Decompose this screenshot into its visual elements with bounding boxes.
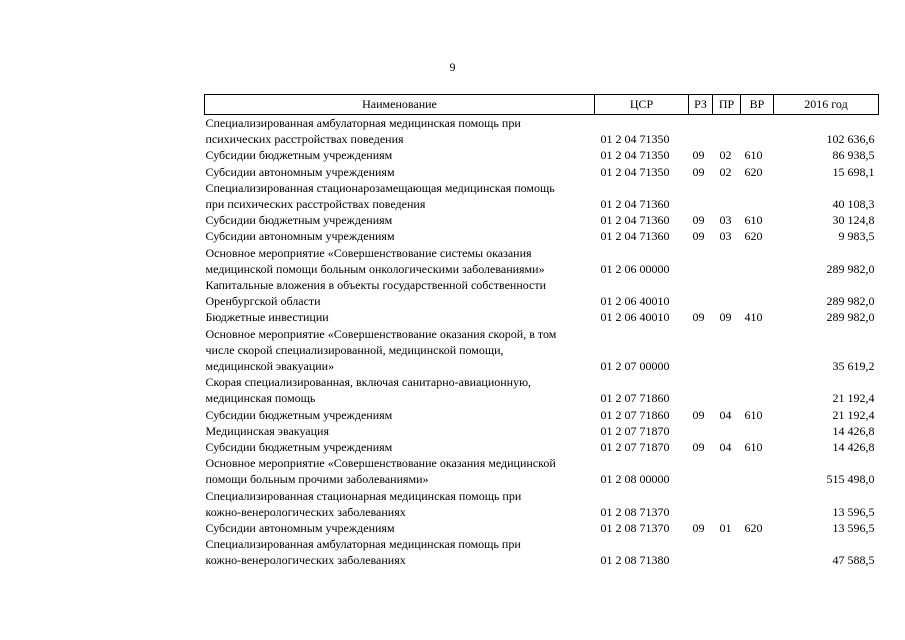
table-row	[205, 439, 879, 455]
row-rz	[689, 455, 713, 487]
row-rz: 09	[692, 521, 705, 536]
table-row	[205, 536, 879, 568]
row-csr: 01 2 06 40010	[600, 310, 670, 325]
table-body	[205, 115, 879, 569]
row-name: Специализированная амбулаторная медицинская помощь при кожно-венерологических заболеваниях	[205, 537, 521, 568]
row-csr: 01 2 07 00000	[600, 359, 670, 374]
row-name: Субсидии бюджетным учреждениям	[205, 213, 393, 228]
row-csr: 01 2 07 71870	[600, 423, 670, 438]
row-name: Специализированная амбулаторная медицинская помощь при психических расстройствах поведения	[205, 116, 521, 147]
row-rz	[689, 326, 713, 375]
row-amount: 21 192,4	[832, 391, 875, 406]
row-vr	[741, 245, 774, 277]
row-amount: 515 498,0	[826, 472, 875, 487]
row-amount: 15 698,1	[832, 164, 875, 179]
row-amount: 102 636,6	[826, 132, 875, 147]
table-row	[205, 277, 879, 309]
row-amount: 14 426,8	[832, 423, 875, 438]
row-vr	[741, 115, 774, 148]
row-amount: 30 124,8	[832, 213, 875, 228]
table-row	[205, 147, 879, 163]
row-amount: 40 108,3	[832, 197, 875, 212]
row-vr	[741, 180, 774, 212]
row-vr	[741, 374, 774, 406]
row-rz: 09	[692, 310, 705, 325]
row-rz	[689, 245, 713, 277]
row-name: Субсидии автономным учреждениям	[205, 229, 395, 244]
row-amount: 86 938,5	[832, 148, 875, 163]
row-vr	[741, 455, 774, 487]
table-row	[205, 326, 879, 375]
row-vr: 610	[744, 148, 763, 163]
table-row	[205, 423, 879, 439]
row-amount: 13 596,5	[832, 504, 875, 519]
table-row	[205, 180, 879, 212]
row-csr: 01 2 08 71380	[600, 553, 670, 568]
row-rz: 09	[692, 164, 705, 179]
row-vr	[741, 488, 774, 520]
budget-table	[204, 94, 879, 569]
row-vr: 610	[744, 407, 763, 422]
header-csr: ЦСР	[595, 95, 689, 115]
row-pr: 02	[719, 148, 732, 163]
table-row	[205, 374, 879, 406]
row-name: Основное мероприятие «Совершенствование оказания медицинской помощи больным прочими заболеваниями»	[205, 456, 556, 487]
row-rz	[689, 180, 713, 212]
row-name: Субсидии автономным учреждениям	[205, 164, 395, 179]
row-name: Специализированная стационарная медицинская помощь при кожно-венерологических заболеваниях	[205, 488, 522, 519]
table-row	[205, 245, 879, 277]
row-csr: 01 2 08 71370	[600, 504, 670, 519]
header-pr: ПР	[713, 95, 741, 115]
row-pr	[713, 115, 741, 148]
row-pr	[713, 245, 741, 277]
row-rz: 09	[692, 440, 705, 455]
row-csr: 01 2 07 71860	[600, 407, 670, 422]
row-csr: 01 2 04 71360	[600, 213, 670, 228]
row-rz	[689, 423, 713, 439]
row-rz: 09	[692, 213, 705, 228]
row-pr: 04	[719, 407, 732, 422]
row-name: Бюджетные инвестиции	[205, 310, 329, 325]
row-vr	[741, 326, 774, 375]
row-pr	[713, 488, 741, 520]
row-rz: 09	[692, 148, 705, 163]
row-pr: 01	[719, 521, 732, 536]
row-pr: 02	[719, 164, 732, 179]
row-pr	[713, 277, 741, 309]
row-csr: 01 2 04 71350	[600, 132, 670, 147]
row-vr: 610	[744, 213, 763, 228]
row-csr: 01 2 04 71360	[600, 229, 670, 244]
row-csr: 01 2 07 71870	[600, 440, 670, 455]
row-rz: 09	[692, 229, 705, 244]
row-vr	[741, 536, 774, 568]
table-row	[205, 228, 879, 244]
row-pr: 03	[719, 229, 732, 244]
table-row	[205, 407, 879, 423]
row-name: Субсидии бюджетным учреждениям	[205, 148, 393, 163]
row-pr: 04	[719, 440, 732, 455]
row-pr: 03	[719, 213, 732, 228]
row-csr: 01 2 08 00000	[600, 472, 670, 487]
row-amount: 9 983,5	[838, 229, 875, 244]
row-csr: 01 2 06 40010	[600, 294, 670, 309]
row-vr: 620	[744, 164, 763, 179]
header-name: Наименование	[205, 95, 595, 115]
row-pr	[713, 374, 741, 406]
row-vr: 620	[744, 521, 763, 536]
row-vr	[741, 423, 774, 439]
row-amount: 21 192,4	[832, 407, 875, 422]
row-amount: 289 982,0	[826, 261, 875, 276]
row-csr: 01 2 06 00000	[600, 261, 670, 276]
row-rz	[689, 488, 713, 520]
row-rz	[689, 536, 713, 568]
header-vr: ВР	[741, 95, 774, 115]
table-row	[205, 115, 879, 148]
table-row	[205, 309, 879, 325]
table-row	[205, 488, 879, 520]
row-amount: 289 982,0	[826, 310, 875, 325]
row-pr	[713, 455, 741, 487]
row-amount: 47 588,5	[832, 553, 875, 568]
row-pr	[713, 326, 741, 375]
row-name: Субсидии бюджетным учреждениям	[205, 440, 393, 455]
row-rz	[689, 374, 713, 406]
table-row	[205, 164, 879, 180]
header-rz: РЗ	[689, 95, 713, 115]
table-row	[205, 455, 879, 487]
table-row	[205, 520, 879, 536]
row-amount: 35 619,2	[832, 359, 875, 374]
row-amount: 13 596,5	[832, 521, 875, 536]
row-csr: 01 2 04 71350	[600, 164, 670, 179]
row-name: Субсидии автономным учреждениям	[205, 521, 395, 536]
header-year: 2016 год	[774, 95, 879, 115]
row-vr: 620	[744, 229, 763, 244]
row-name: Основное мероприятие «Совершенствование оказания скорой, в том числе скорой специализированной, медицинской помощи, медицинской эвакуации»	[205, 326, 557, 374]
row-amount: 289 982,0	[826, 294, 875, 309]
row-vr	[741, 277, 774, 309]
row-pr	[713, 180, 741, 212]
row-name: Капитальные вложения в объекты государственной собственности Оренбургской области	[205, 278, 547, 309]
row-pr	[713, 536, 741, 568]
row-csr: 01 2 08 71370	[600, 521, 670, 536]
row-csr: 01 2 04 71360	[600, 197, 670, 212]
row-rz	[689, 277, 713, 309]
row-pr	[713, 423, 741, 439]
table-header-row	[205, 95, 879, 115]
row-name: Субсидии бюджетным учреждениям	[205, 407, 393, 422]
row-vr: 410	[744, 310, 763, 325]
row-csr: 01 2 04 71350	[600, 148, 670, 163]
row-rz	[689, 115, 713, 148]
table-row	[205, 212, 879, 228]
row-csr: 01 2 07 71860	[600, 391, 670, 406]
page-number: 9	[449, 60, 456, 74]
row-name: Медицинская эвакуация	[205, 423, 329, 438]
row-name: Основное мероприятие «Совершенствование системы оказания медицинской помощи больным онкологическими заболеваниями»	[205, 245, 545, 276]
row-pr: 09	[719, 310, 732, 325]
row-amount: 14 426,8	[832, 440, 875, 455]
row-vr: 610	[744, 440, 763, 455]
row-name: Скорая специализированная, включая санитарно-авиационную, медицинская помощь	[205, 375, 532, 406]
row-rz: 09	[692, 407, 705, 422]
row-name: Специализированная стационарозамещающая медицинская помощь при психических расстройствах поведения	[205, 180, 555, 212]
